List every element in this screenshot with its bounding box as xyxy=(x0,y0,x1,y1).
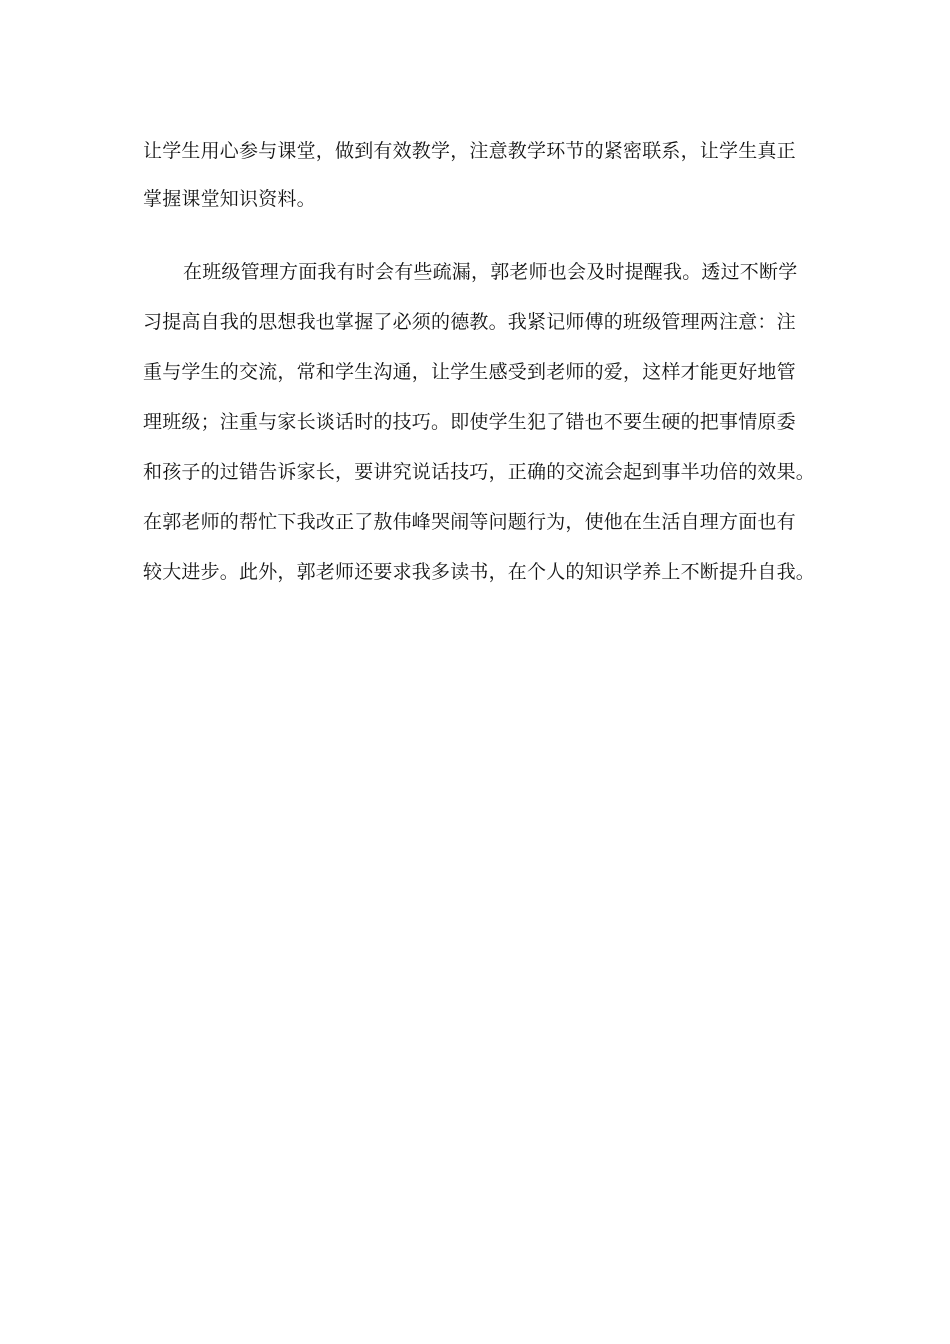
paragraph-2-line-6: 在郭老师的帮忙下我改正了敖伟峰哭闹等问题行为，使他在生活自理方面也有 xyxy=(143,511,796,533)
paragraph-2-line-1: 在班级管理方面我有时会有些疏漏，郭老师也会及时提醒我。透过不断学 xyxy=(183,261,798,283)
paragraph-1-line-2: 掌握课堂知识资料。 xyxy=(143,188,316,210)
paragraph-2-line-4: 理班级；注重与家长谈话时的技巧。即使学生犯了错也不要生硬的把事情原委 xyxy=(143,411,796,433)
paragraph-2-line-3: 重与学生的交流，常和学生沟通，让学生感受到老师的爱，这样才能更好地管 xyxy=(143,361,796,383)
paragraph-2-line-5: 和孩子的过错告诉家长，要讲究说话技巧，正确的交流会起到事半功倍的效果。 xyxy=(143,461,816,483)
paragraph-1-line-1: 让学生用心参与课堂，做到有效教学，注意教学环节的紧密联系，让学生真正 xyxy=(143,140,796,162)
paragraph-2-line-7: 较大进步。此外，郭老师还要求我多读书，在个人的知识学养上不断提升自我。 xyxy=(143,561,816,583)
paragraph-2-line-2: 习提高自我的思想我也掌握了必须的德教。我紧记师傅的班级管理两注意：注 xyxy=(143,311,796,333)
